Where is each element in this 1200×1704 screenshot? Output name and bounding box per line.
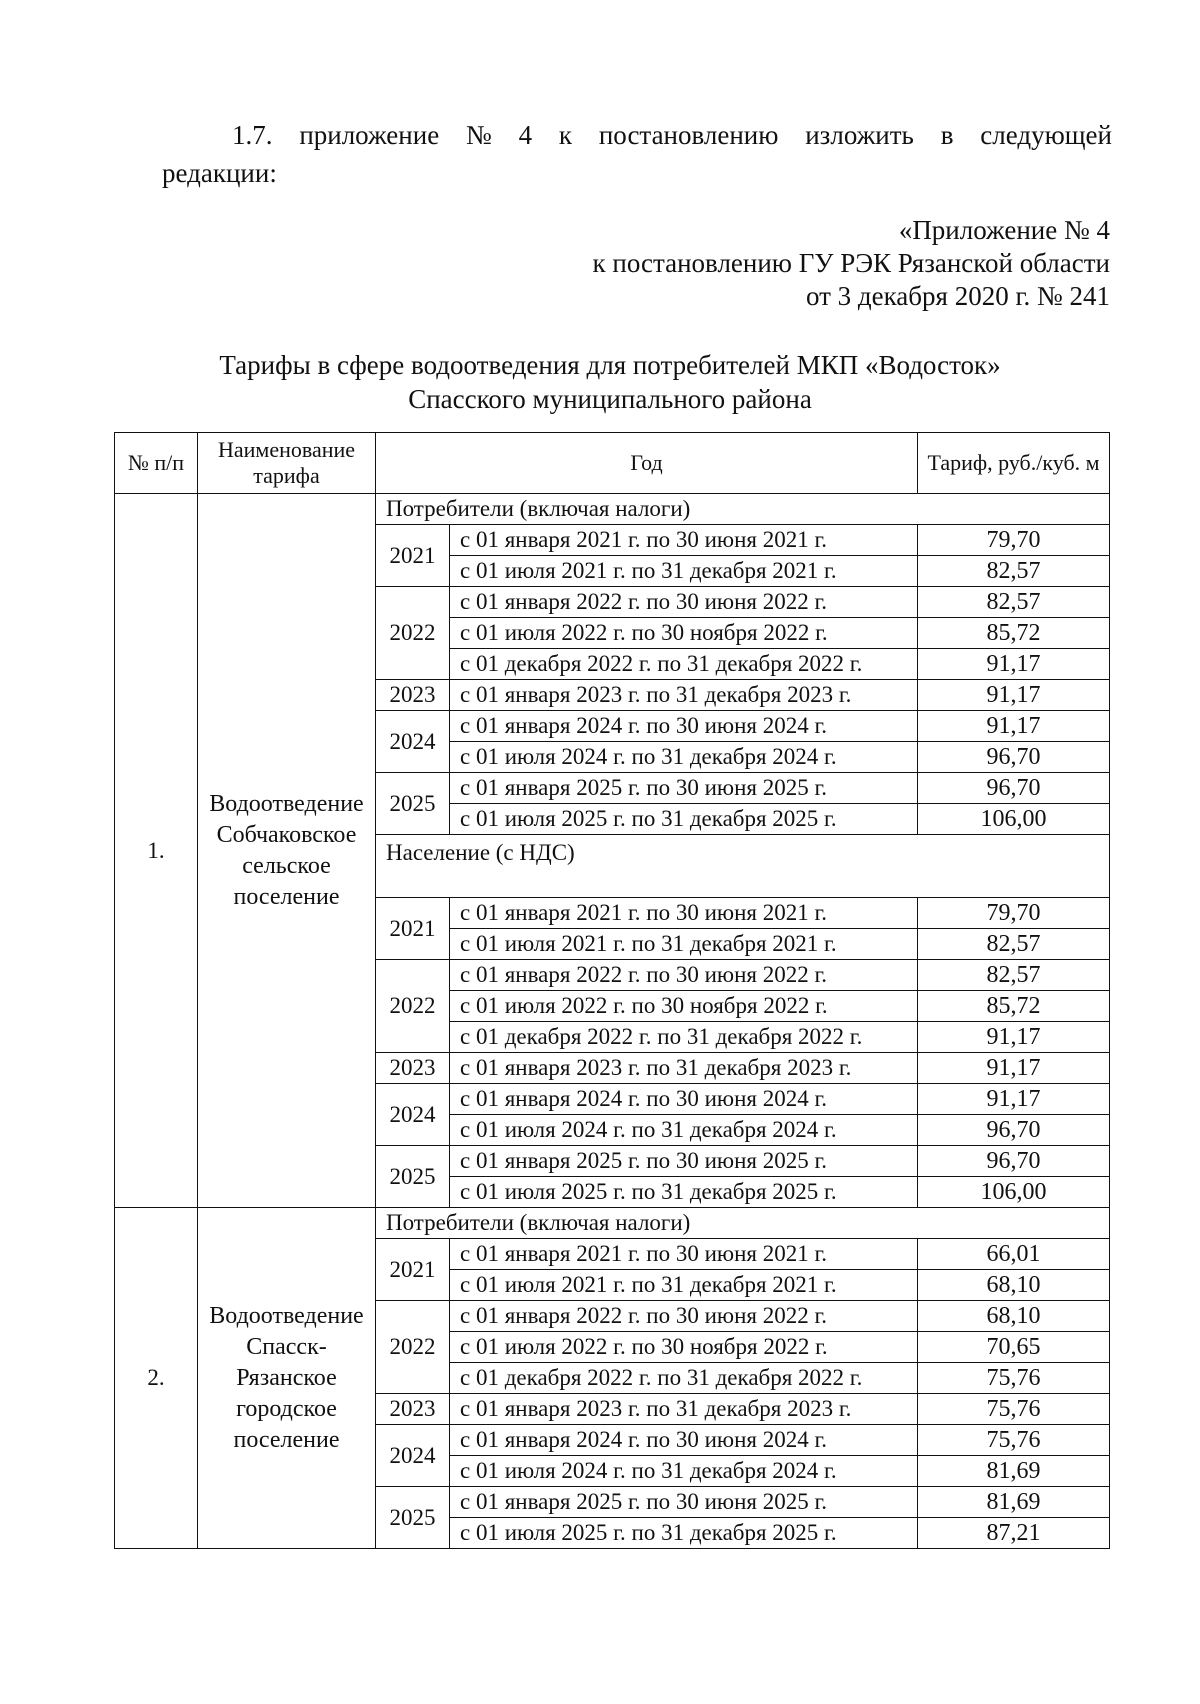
tariff-name: Водоотведение Спасск-Рязанское городское поселение (198, 1208, 376, 1549)
consumer-group-label: Потребители (включая налоги) (376, 494, 1110, 525)
table-title (110, 348, 1110, 416)
period-cell: с 01 декабря 2022 г. по 31 декабря 2022 г. (450, 1022, 918, 1053)
intro-word: в (940, 120, 954, 150)
period-cell: с 01 июля 2024 г. по 31 декабря 2024 г. (450, 1456, 918, 1487)
tariff-value: 106,00 (918, 804, 1110, 835)
period-cell: с 01 января 2022 г. по 30 июня 2022 г. (450, 960, 918, 991)
appendix-line-3: от 3 декабря 2020 г. № 241 (805, 281, 1110, 311)
intro-paragraph (162, 116, 1112, 192)
title-line-1: Тарифы в сфере водоотведения для потребителей МКП «Водосток» (219, 350, 1001, 380)
tariff-value: 91,17 (918, 1022, 1110, 1053)
tariff-value: 91,17 (918, 1053, 1110, 1084)
consumer-group-label: Потребители (включая налоги) (376, 1208, 1110, 1239)
period-cell: с 01 июля 2021 г. по 31 декабря 2021 г. (450, 1270, 918, 1301)
tariff-value: 82,57 (918, 556, 1110, 587)
year-cell: 2023 (376, 1053, 450, 1084)
period-cell: с 01 июля 2025 г. по 31 декабря 2025 г. (450, 1518, 918, 1549)
tariff-value: 79,70 (918, 898, 1110, 929)
header-num: № п/п (115, 433, 198, 494)
period-cell: с 01 января 2023 г. по 31 декабря 2023 г. (450, 680, 918, 711)
tariff-table (114, 432, 1110, 1549)
table-body (115, 494, 1110, 1549)
intro-line-2: редакции: (162, 158, 277, 188)
intro-word: постановлению (598, 120, 779, 150)
period-cell: с 01 января 2023 г. по 31 декабря 2023 г. (450, 1394, 918, 1425)
period-cell: с 01 декабря 2022 г. по 31 декабря 2022 г. (450, 649, 918, 680)
title-line-2: Спасского муниципального района (408, 384, 812, 414)
tariff-value: 106,00 (918, 1177, 1110, 1208)
tariff-value: 96,70 (918, 1115, 1110, 1146)
period-cell: с 01 января 2025 г. по 30 июня 2025 г. (450, 1146, 918, 1177)
tariff-value: 82,57 (918, 929, 1110, 960)
consumer-group-label: Население (с НДС) (376, 835, 1110, 898)
appendix-line-1: «Приложение № 4 (898, 215, 1110, 245)
tariff-value: 75,76 (918, 1363, 1110, 1394)
appendix-header (593, 214, 1110, 313)
period-cell: с 01 июля 2025 г. по 31 декабря 2025 г. (450, 804, 918, 835)
tariff-value: 81,69 (918, 1487, 1110, 1518)
period-cell: с 01 декабря 2022 г. по 31 декабря 2022 г. (450, 1363, 918, 1394)
period-cell: с 01 января 2024 г. по 30 июня 2024 г. (450, 711, 918, 742)
period-cell: с 01 января 2024 г. по 30 июня 2024 г. (450, 1084, 918, 1115)
tariff-value: 91,17 (918, 649, 1110, 680)
year-cell: 2023 (376, 680, 450, 711)
period-cell: с 01 января 2022 г. по 30 июня 2022 г. (450, 587, 918, 618)
period-cell: с 01 июля 2022 г. по 30 ноября 2022 г. (450, 1332, 918, 1363)
period-cell: с 01 июля 2025 г. по 31 декабря 2025 г. (450, 1177, 918, 1208)
year-cell: 2025 (376, 1487, 450, 1549)
tariff-value: 79,70 (918, 525, 1110, 556)
row-number: 2. (115, 1208, 198, 1549)
year-cell: 2024 (376, 711, 450, 773)
tariff-value: 68,10 (918, 1301, 1110, 1332)
year-cell: 2025 (376, 773, 450, 835)
tariff-value: 85,72 (918, 991, 1110, 1022)
period-cell: с 01 июля 2021 г. по 31 декабря 2021 г. (450, 929, 918, 960)
tariff-value: 85,72 (918, 618, 1110, 649)
year-cell: 2024 (376, 1084, 450, 1146)
tariff-value: 68,10 (918, 1270, 1110, 1301)
period-cell: с 01 января 2024 г. по 30 июня 2024 г. (450, 1425, 918, 1456)
year-cell: 2024 (376, 1425, 450, 1487)
period-cell: с 01 января 2021 г. по 30 июня 2021 г. (450, 1239, 918, 1270)
tariff-value: 81,69 (918, 1456, 1110, 1487)
intro-word: изложить (805, 120, 914, 150)
intro-word: 4 (518, 120, 533, 150)
header-tariff: Тариф, руб./куб. м (918, 433, 1110, 494)
tariff-value: 96,70 (918, 742, 1110, 773)
tariff-value: 70,65 (918, 1332, 1110, 1363)
group-row (115, 1208, 1110, 1239)
tariff-value: 91,17 (918, 1084, 1110, 1115)
intro-word: следующей (980, 120, 1112, 150)
period-cell: с 01 января 2023 г. по 31 декабря 2023 г. (450, 1053, 918, 1084)
group-row (115, 494, 1110, 525)
tariff-value: 91,17 (918, 680, 1110, 711)
period-cell: с 01 июля 2024 г. по 31 декабря 2024 г. (450, 742, 918, 773)
period-cell: с 01 июля 2024 г. по 31 декабря 2024 г. (450, 1115, 918, 1146)
intro-word: к (558, 120, 573, 150)
year-cell: 2022 (376, 1301, 450, 1394)
tariff-name: Водоотведение Собчаковское сельское поселение (198, 494, 376, 1208)
period-cell: с 01 июля 2022 г. по 30 ноября 2022 г. (450, 618, 918, 649)
tariff-value: 82,57 (918, 960, 1110, 991)
table-header-row (115, 433, 1110, 494)
intro-word: приложение (299, 120, 440, 150)
tariff-value: 96,70 (918, 1146, 1110, 1177)
intro-line-1 (162, 116, 1112, 154)
tariff-value: 82,57 (918, 587, 1110, 618)
year-cell: 2022 (376, 587, 450, 680)
period-cell: с 01 января 2022 г. по 30 июня 2022 г. (450, 1301, 918, 1332)
row-number: 1. (115, 494, 198, 1208)
period-cell: с 01 июля 2022 г. по 30 ноября 2022 г. (450, 991, 918, 1022)
year-cell: 2021 (376, 525, 450, 587)
tariff-value: 75,76 (918, 1394, 1110, 1425)
tariff-value: 75,76 (918, 1425, 1110, 1456)
period-cell: с 01 января 2021 г. по 30 июня 2021 г. (450, 525, 918, 556)
year-cell: 2021 (376, 898, 450, 960)
header-year: Год (376, 433, 918, 494)
header-name: Наименование тарифа (198, 433, 376, 494)
tariff-value: 87,21 (918, 1518, 1110, 1549)
period-cell: с 01 июля 2021 г. по 31 декабря 2021 г. (450, 556, 918, 587)
year-cell: 2022 (376, 960, 450, 1053)
period-cell: с 01 января 2025 г. по 30 июня 2025 г. (450, 773, 918, 804)
item-number: 1.7. (232, 120, 273, 150)
intro-word: № (466, 120, 492, 150)
year-cell: 2023 (376, 1394, 450, 1425)
period-cell: с 01 января 2025 г. по 30 июня 2025 г. (450, 1487, 918, 1518)
appendix-line-2: к постановлению ГУ РЭК Рязанской области (592, 248, 1110, 278)
year-cell: 2021 (376, 1239, 450, 1301)
tariff-value: 66,01 (918, 1239, 1110, 1270)
year-cell: 2025 (376, 1146, 450, 1208)
period-cell: с 01 января 2021 г. по 30 июня 2021 г. (450, 898, 918, 929)
tariff-value: 96,70 (918, 773, 1110, 804)
tariff-value: 91,17 (918, 711, 1110, 742)
